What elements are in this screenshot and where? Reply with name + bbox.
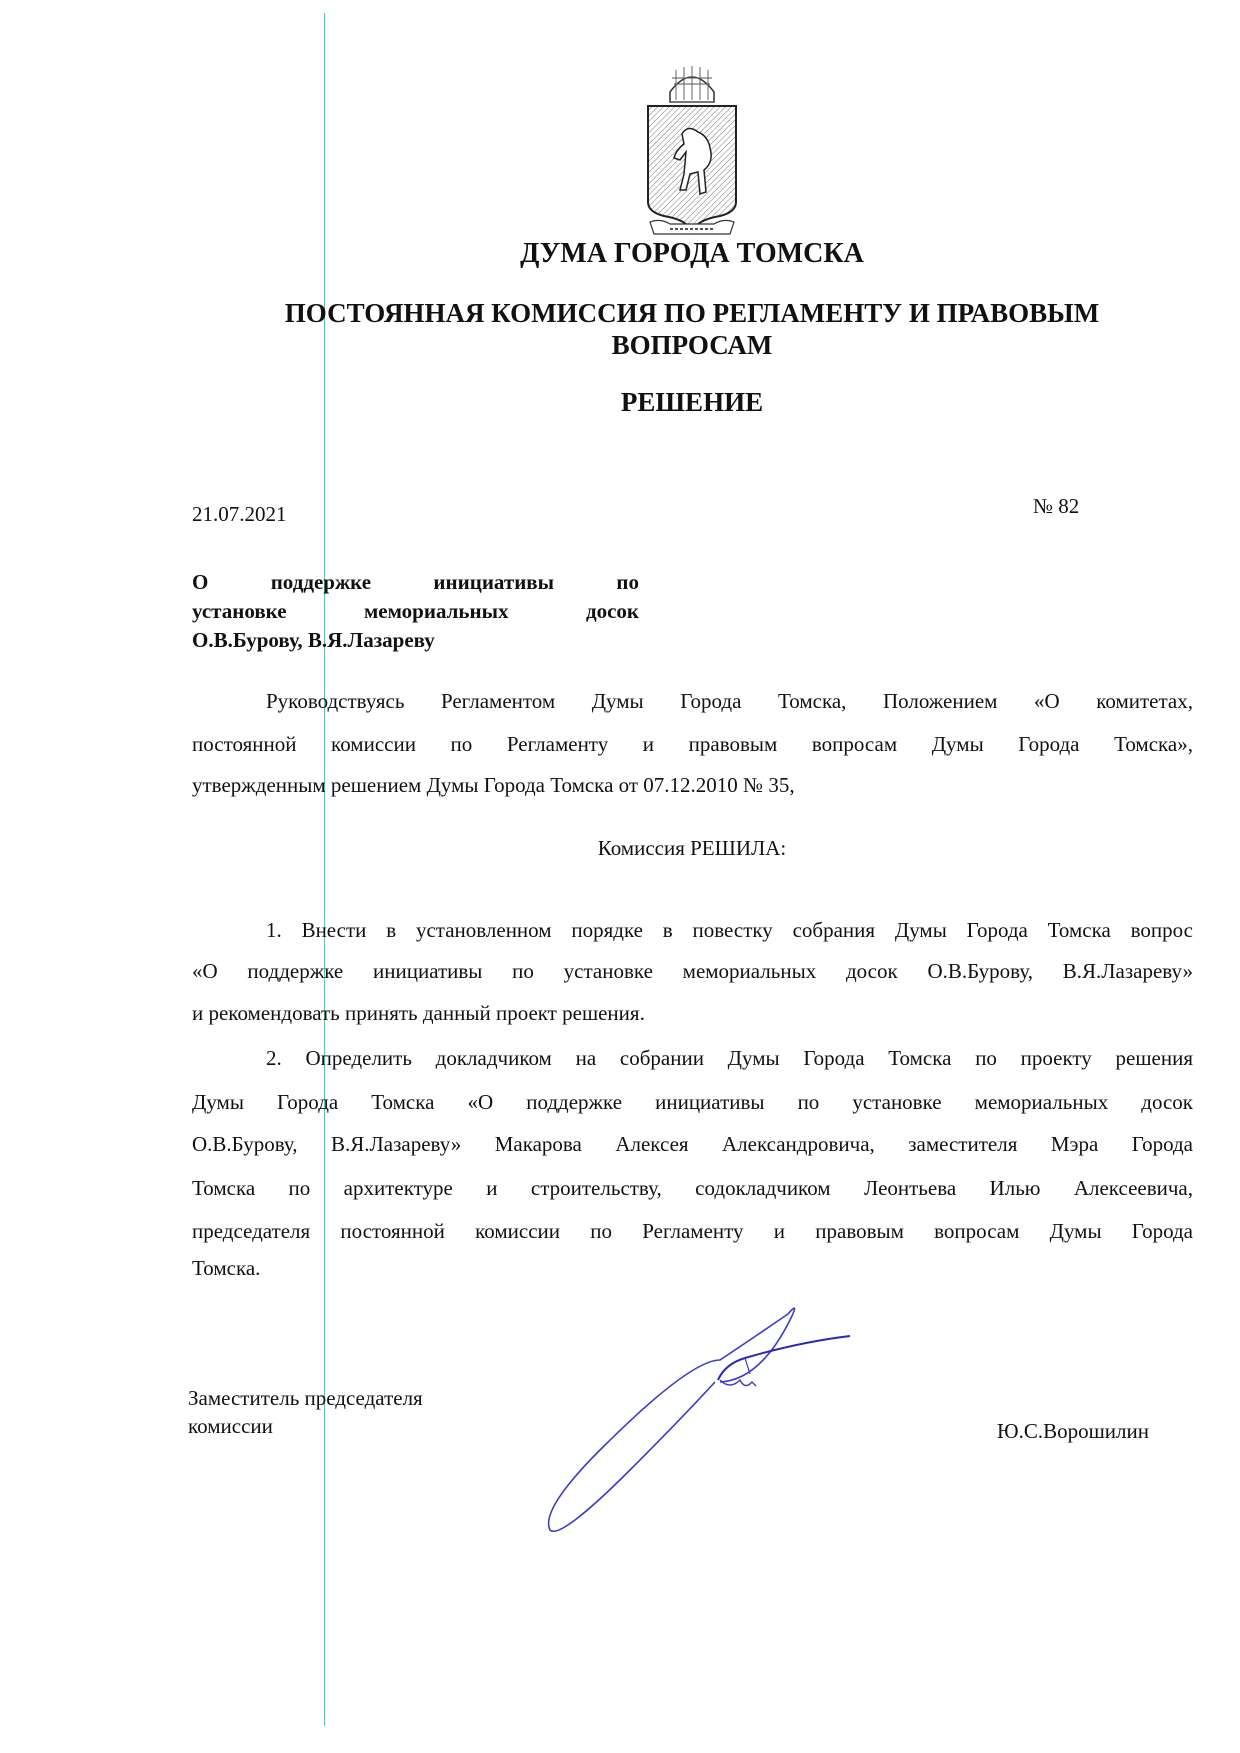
item-2-line: председателя постоянной комиссии по Регламенту и правовым вопросам Думы Города [192,1219,1193,1243]
item-2-line: Томска по архитектуре и строительству, содокладчиком Леонтьева Илью Алексеевича, [192,1176,1193,1200]
preamble-line: утвержденным решением Думы Города Томска от 07.12.2010 № 35, [192,773,795,797]
item-2-line: О.В.Бурову, В.Я.Лазареву» Макарова Алексея Александровича, заместителя Мэра Города [192,1132,1193,1156]
subject-line: О поддержке инициативы по [192,570,639,594]
preamble-line: постоянной комиссии по Регламенту и правовым вопросам Думы Города Томска», [192,732,1193,756]
coat-of-arms-icon [640,62,744,238]
item-1-line: «О поддержке инициативы по установке мемориальных досок О.В.Бурову, В.Я.Лазареву» [192,959,1193,983]
item-2-line: Томска. [192,1256,261,1280]
item-1-line: 1. Внести в установленном порядке в повестку собрания Думы Города Томска вопрос [266,918,1193,942]
resolved-heading: Комиссия РЕШИЛА: [597,836,787,860]
signer-position-line1: Заместитель председателя [188,1386,423,1410]
document-number: № 82 [1033,494,1080,518]
item-1-line: и рекомендовать принять данный проект решения. [192,1001,645,1025]
handwritten-signature [520,1300,880,1550]
org-title: ДУМА ГОРОДА ТОМСКА [520,238,864,269]
subject-line: О.В.Бурову, В.Я.Лазареву [192,628,435,652]
signer-position-line2: комиссии [188,1414,273,1438]
commission-title-line1: ПОСТОЯННАЯ КОМИССИЯ ПО РЕГЛАМЕНТУ И ПРАВОВЫМ [284,298,1100,328]
subject-line: установке мемориальных досок [192,599,639,623]
item-2-line: 2. Определить докладчиком на собрании Думы Города Томска по проекту решения [266,1046,1193,1070]
document-date: 21.07.2021 [192,502,287,526]
item-2-line: Думы Города Томска «О поддержке инициативы по установке мемориальных досок [192,1090,1193,1114]
commission-title-line2: ВОПРОСАМ [611,330,773,360]
document-type: РЕШЕНИЕ [620,387,764,417]
preamble-line: Руководствуясь Регламентом Думы Города Томска, Положением «О комитетах, [266,689,1193,713]
signer-name: Ю.С.Ворошилин [997,1419,1149,1443]
